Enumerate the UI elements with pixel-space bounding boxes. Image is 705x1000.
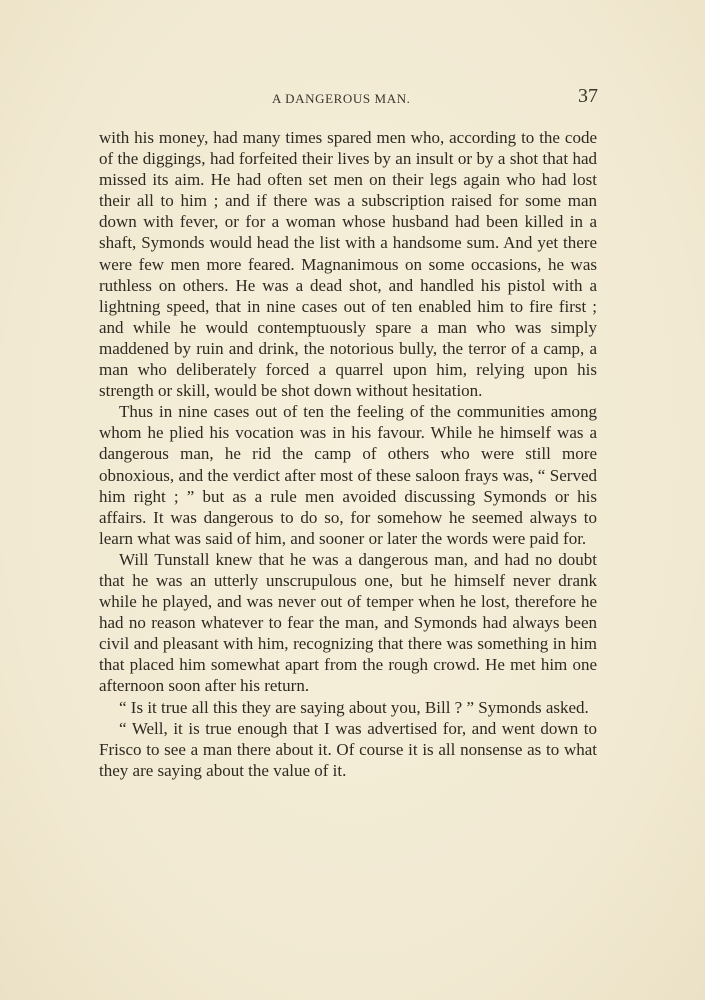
paragraph: Will Tunstall knew that he was a dangerous man, and had no doubt that he was an utterly unscrupulous one, but he himself never drank while he played, and was never out of temper when he lost, therefore he had no reason whatever to fear the man, and Symonds had always been civil and pleasant with him, recognizing that there was something in him that placed him somewhat apart from the rough crowd. He met him one afternoon soon after his return. [99, 549, 597, 696]
body-text [99, 127, 597, 781]
paragraph: “ Is it true all this they are saying about you, Bill ? ” Symonds asked. [119, 697, 589, 717]
running-title: A DANGEROUS MAN. [272, 91, 411, 106]
paragraph: “ Well, it is true enough that I was advertised for, and went down to Frisco to see a man there about it. Of course it is all nonsense as to what they are saying about the value of it. [99, 718, 597, 780]
paragraph: with his money, had many times spared men who, according to the code of the diggings, had forfeited their lives by an insult or by a shot that had missed its aim. He had often set men on their legs again who had lost their all to him ; and if there was a subscription raised for some man down with fever, or for a woman whose husband had been killed in a shaft, Symonds would head the list with a handsome sum. And yet there were few men more feared. Magnanimous on some occasions, he was ruthless on others. He was a dead shot, and handled his pistol with a lightning speed, that in nine cases out of ten enabled him to fire first ; and while he would contemptuously spare a man who was simply maddened by ruin and drink, the notorious bully, the terror of a camp, a man who deliberately forced a quarrel upon him, relying upon his strength or skill, would be shot down without hesitation. [99, 128, 597, 401]
paragraph: Thus in nine cases out of ten the feeling of the communities among whom he plied his vocation was in his favour. While he himself was a dangerous man, he rid the camp of others who were still more obnoxious, and the verdict after most of these saloon frays was, “ Served him right ; ” but as a rule men avoided discussing Symonds or his affairs. It was dangerous to do so, for somehow he seemed always to learn what was said of him, and sooner or later the words were paid for. [99, 402, 597, 548]
page-number: 37 [578, 85, 598, 107]
page-header [100, 85, 598, 113]
